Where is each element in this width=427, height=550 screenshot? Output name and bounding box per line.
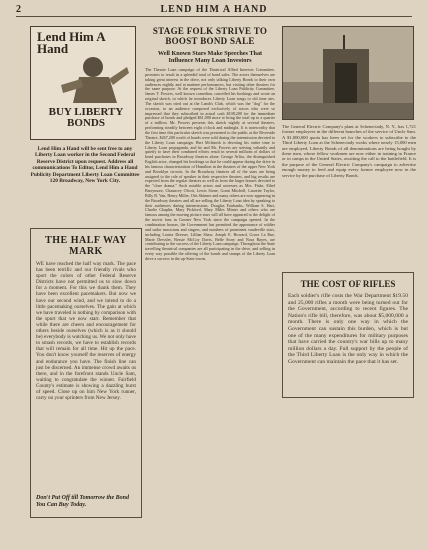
stage-title: STAGE FOLK STRIVE TO BOOST BOND SALE	[152, 26, 268, 46]
left-column	[30, 26, 140, 184]
photo-caption: The General Electric Company's plant at Schenectady, N. Y., has 1,721 former employees in the different branches of the service of Uncle Sam. A $1,000,000 quota has been set for the workers to subscribe to the Third Liberty Loan at the Schenectady works where nearly 15,000 men are employed. Liberty Bonds of all denominations are being bought by these men, whose fellow workmen are now either in training in France or in camps in the United States, awaiting the call to the battlefield. It is the purpose of the General Electric Company's campaign to advertise enough money to feed and equip every former employee now in the service by the purchase of Liberty Bonds.	[282, 124, 416, 178]
poster-buy-bonds: BUY LIBERTY BONDS	[48, 106, 124, 129]
rifles-body: Each soldier's rifle costs the War Department $19.50 and 25,000 rifles a month were being turned out for the Government, according to recent figures. The Nation's rifle bill, therefore, was about $5,000,000 a month. There is only one way in which the Government can sustain this burden, which is but one of the many expenditures for military purposes that have carried the country's war bills up to many million dollars a day. Full support by the people of the Third Liberty Loan is the only way in which the Government can maintain the pace that it has set.	[288, 293, 408, 365]
stage-body: The Theatre Loan campaign of the Theatrical Allied Interests Committee, promises to result in a splendid total of bond sales. The actors themselves are taking great interest in the drive, not only talking Liberty Bonds to their own audiences nightly and at matinee performances, but visiting other theatres for the same purpose. At the request of the Liberty Loan Publicity Committee, James T. Powers, well known comedian, cancelled his bookings and wrote an original sketch, in which he introduces Liberty Loan songs to old time airs. The sketch was tried out at the Lamb's Club, which was the "dog" for the occasion, to an audience composed exclusively of actors who were so impressed that they subscribed in actual cash $108,200 for the immediate purchase of bonds and pledged $61,000 more to bring the total up to a quarter of a million. Mr. Powers presents this sketch nightly at several theatres, performing steadily between eight o'clock and midnight. It is noteworthy that the first time this particular sketch was presented to the public at the Riverside Theatre, $267,200 worth of bonds were sold during the intermission devoted to the Liberty Loan campaign. Bert McIntosh is devoting his entire time to Liberty Loan propaganda, and he and Mr. Powers are striving valiantly and quietly to have their combined efforts result in several millions of dollars of bond purchases in Broadway theatres alone. George Arliss, the distinguished English actor, changed his bookings so that he could appear during the drive in his famous characterization of Hamilton in the theatres of the upper New York and Brooklyn circuits. In the Broadway theatres all of the stars are being assigned to the role of speaker in their respective theatres, and big results are expected from the regular theatres as well as from the larger houses devoted to the "close drama." Such notable actors and actresses as Mrs. Fiske, Ethel Barrymore, Chauncey Olcott, Lewis Stone, Grant Mitchell, Laurette Taylor, Billy B. Van, Henry Miller, Otis Skinner and many others are now appearing in the Broadway theatres and all are selling the Liberty Loan idea by speaking to their audiences during intermissions. Douglas Fairbanks, William S. Hart, Charlie Chaplin, Mary Pickford, Mary Miles Minter and others who are famous among the moving picture stars will all have appeared to the delight of the movie fans in Greater New York since the campaign opened. In the combination houses, the Government has permitted the appearance of soldier and sailor musicians and singers, and numbers of prominent vaudeville stars, including Louise Dresser, Lillian Shaw, Joseph E. Howard, Grace La Rue, Marie Dressler, Bessie McCoy Davis, Belle Story and Nora Bayes, are contributing to the success of the Liberty Loan campaign. Throughout the State travelling theatrical companies are all participating in the drive, and selling in every way possible the offering of the bonds and stamps of the Liberty Loan drive a success in the up-State towns.	[145, 67, 275, 261]
half-way-mark-box	[30, 228, 142, 518]
half-way-title: THE HALF WAY MARK	[45, 235, 127, 257]
poster-title: Lend Him A Hand	[37, 29, 105, 56]
half-way-body: WE have reached the half way mark. The pace has been terrific and our friendly rivals who sport the colors of other Federal Reserve Districts have not permitted us to slow down for a moment. For this we thank them. They have been excellent pacemakers. But now we have our second wind, and we intend to do a little pacemaking ourselves. The gain at which we have traveled is nothing by comparison with the spurt that we now start. Remember that while there are cheers and encouragement for others beside ourselves (which is as it should be) everybody is watching us. We not only have to smash records, we have to establish records that will remain for all time. Hit up the pace. You don't know yourself the reserves of energy and endurance you have. The finish line can just be discerned. An immense crowd awaits us there, and in the forefront stands Uncle Sam, waiting to congratulate the winner. Fairfield County's estimate is showing a dazzling burst of speed. Close up on him New York runner, carry on your sprinters from New Jersey.	[36, 261, 136, 402]
page-number: 2	[16, 4, 22, 15]
half-way-closing: Don't Put Off till Tomorrow the Bond You Can Buy Today.	[36, 495, 130, 508]
liberty-bond-poster	[30, 26, 136, 140]
right-column	[282, 26, 416, 178]
cost-of-rifles-box	[282, 272, 414, 398]
ge-plant-photo	[282, 26, 414, 120]
subscription-notice: Lend Him a Hand will be sent free to any Liberty Loan worker in the Second Federal Reserve District upon request. Address all communications To Editor, Lend Him a Hand Publicity Department Liberty Loan Committee 120 Broadway, New York City.	[30, 146, 140, 185]
header-rule	[16, 16, 412, 17]
rifles-title: THE COST OF RIFLES	[300, 279, 396, 289]
center-column	[145, 26, 275, 262]
stage-subtitle: Well Known Stars Make Speeches That Influence Many Loan Investors	[157, 50, 263, 64]
masthead: LEND HIM A HAND	[160, 4, 268, 15]
